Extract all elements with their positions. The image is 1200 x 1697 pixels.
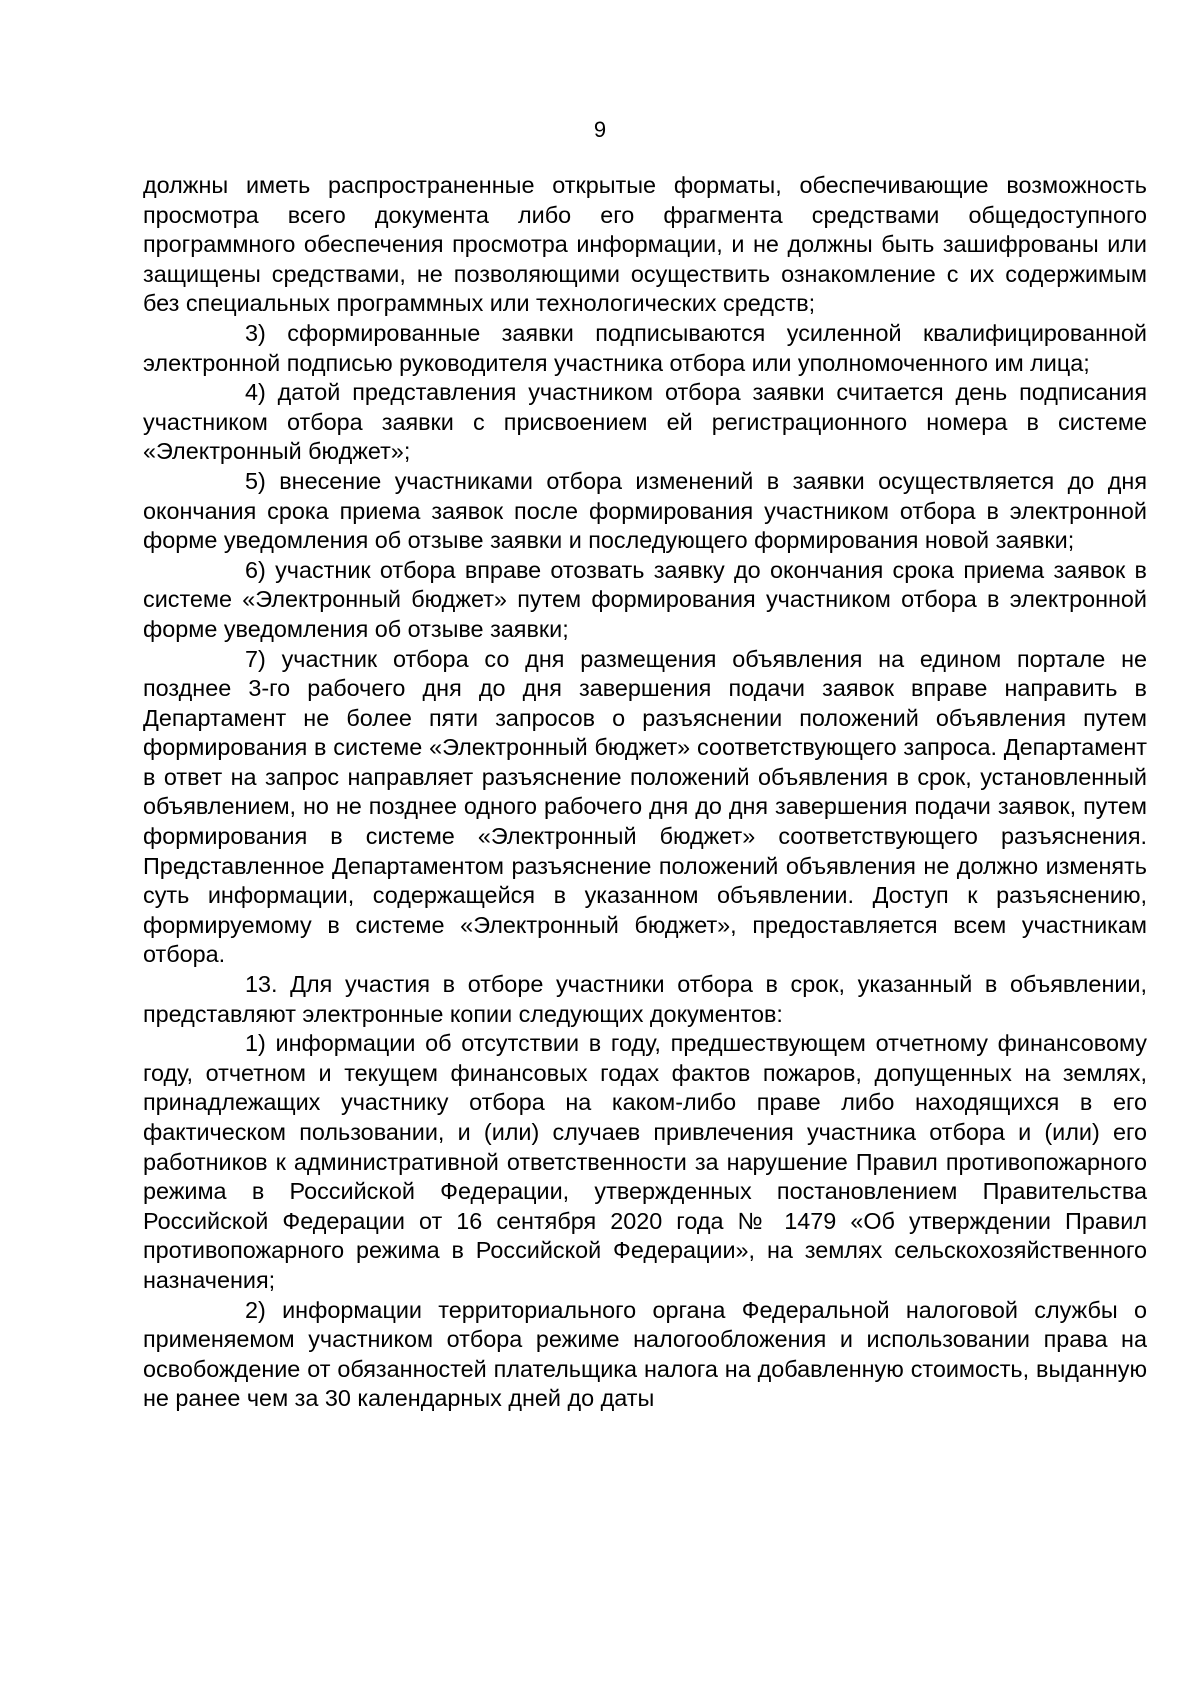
paragraph-section-13-item-2: 2) информации территориального органа Федеральной налоговой службы о применяемом участником отбора режиме налогообложения и использовании права на освобождение от обязанностей плательщика налога на добавленную стоимость, выданную не ранее чем за 30 календарных дней до даты [143, 1296, 1147, 1412]
paragraph-item-5: 5) внесение участниками отбора изменений в заявки осуществляется до дня окончания срока приема заявок после формирования участником отбора в электронной форме уведомления об отзыве заявки и последующего формирования новой заявки; [143, 467, 1147, 554]
document-body [143, 171, 1147, 1414]
paragraph-section-13-item-1: 1) информации об отсутствии в году, предшествующем отчетному финансовому году, отчетном и текущем финансовых годах фактов пожаров, допущенных на землях, принадлежащих участнику отбора на каком-либо праве либо находящихся в его фактическом пользовании, и (или) случаев привлечения участника отбора и (или) его работников к административной ответственности за нарушение Правил противопожарного режима в Российской Федерации, утвержденных постановлением Правительства Российской Федерации от 16 сентября 2020 года № 1479 «Об утверждении Правил противопожарного режима в Российской Федерации», на землях сельскохозяйственного назначения; [143, 1030, 1147, 1293]
paragraph-item-7: 7) участник отбора со дня размещения объявления на едином портале не позднее 3-го рабочего дня до дня завершения подачи заявок вправе направить в Департамент не более пяти запросов о разъяснении положений объявления путем формирования в системе «Электронный бюджет» соответствующего запроса. Департамент в ответ на запрос направляет разъяснение положений объявления в срок, установленный объявлением, но не позднее одного рабочего дня до дня завершения подачи заявок, путем формирования в системе «Электронный бюджет» соответствующего разъяснения. Представленное Департаментом разъяснение положений объявления не должно изменять суть информации, содержащейся в указанном объявлении. Доступ к разъяснению, формируемому в системе «Электронный бюджет», предоставляется всем участникам отбора. [143, 645, 1147, 968]
paragraph-item-6: 6) участник отбора вправе отозвать заявку до окончания срока приема заявок в системе «Электронный бюджет» путем формирования участником отбора в электронной форме уведомления об отзыве заявки; [143, 556, 1147, 642]
page-number: 9 [593, 117, 607, 142]
paragraph-continuation: должны иметь распространенные открытые форматы, обеспечивающие возможность просмотра всего документа либо его фрагмента средствами общедоступного программного обеспечения просмотра информации, и не должны быть зашифрованы или защищены средствами, не позволяющими осуществить ознакомление с их содержимым без специальных программных или технологических средств; [143, 172, 1147, 317]
paragraph-item-3: 3) сформированные заявки подписываются усиленной квалифицированной электронной подписью руководителя участника отбора или уполномоченного им лица; [143, 319, 1147, 376]
paragraph-section-13: 13. Для участия в отборе участники отбора в срок, указанный в объявлении, представляют электронные копии следующих документов: [143, 971, 1147, 1027]
paragraph-item-4: 4) датой представления участником отбора заявки считается день подписания участником отбора заявки с присвоением ей регистрационного номера в системе «Электронный бюджет»; [143, 379, 1147, 465]
